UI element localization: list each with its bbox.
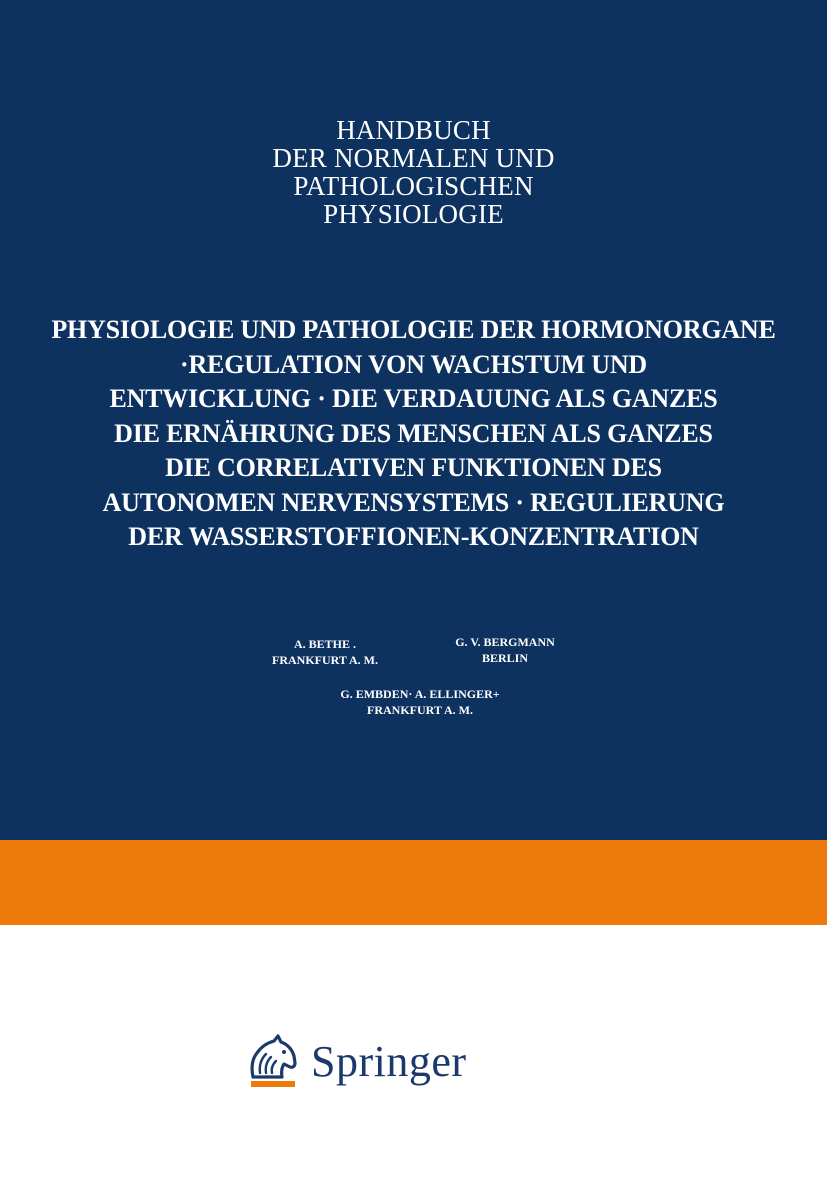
volume-title-line: DIE ERNÄHRUNG DES MENSCHEN ALS GANZES [114,418,713,448]
series-title-line: PHYSIOLOGIE [323,199,504,229]
publisher-logo [243,1033,503,1093]
series-title [0,116,827,228]
author-place: FRANKFURT A. M. [271,653,379,667]
volume-title-line: DIE CORRELATIVEN FUNKTIONEN DES [165,453,662,482]
springer-horse-head-icon [243,1033,299,1091]
series-title-line: HANDBUCH [336,115,491,145]
author-entry [435,634,575,666]
volume-title-line: ENTWICKLUNG · DIE VERDAUUNG ALS GANZES [109,384,718,413]
cover-orange-band [0,840,827,925]
author-entry [255,636,395,668]
author-place: BERLIN [481,651,528,665]
author-list [0,636,827,726]
volume-title [0,313,827,555]
series-title-line: DER NORMALEN UND [272,143,555,173]
author-place: FRANKFURT A. M. [366,703,474,717]
series-title-line: PATHOLOGISCHEN [293,171,534,201]
volume-title-line: AUTONOMEN NERVENSYSTEMS · REGULIERUNG [102,487,725,517]
volume-title-line: DER WASSERSTOFFIONEN-KONZENTRATION [128,522,699,551]
volume-title-line: PHYSIOLOGIE UND PATHOLOGIE DER HORMONORGANE [51,315,776,344]
author-name: G. V. BERGMANN [455,635,555,649]
volume-title-line: ·REGULATION VON WACHSTUM UND [180,349,647,379]
author-name: A. BETHE . [293,637,356,651]
publisher-name: Springer [311,1037,467,1086]
author-name: G. EMBDEN· A. ELLINGER+ [340,687,500,701]
author-entry [305,686,535,718]
